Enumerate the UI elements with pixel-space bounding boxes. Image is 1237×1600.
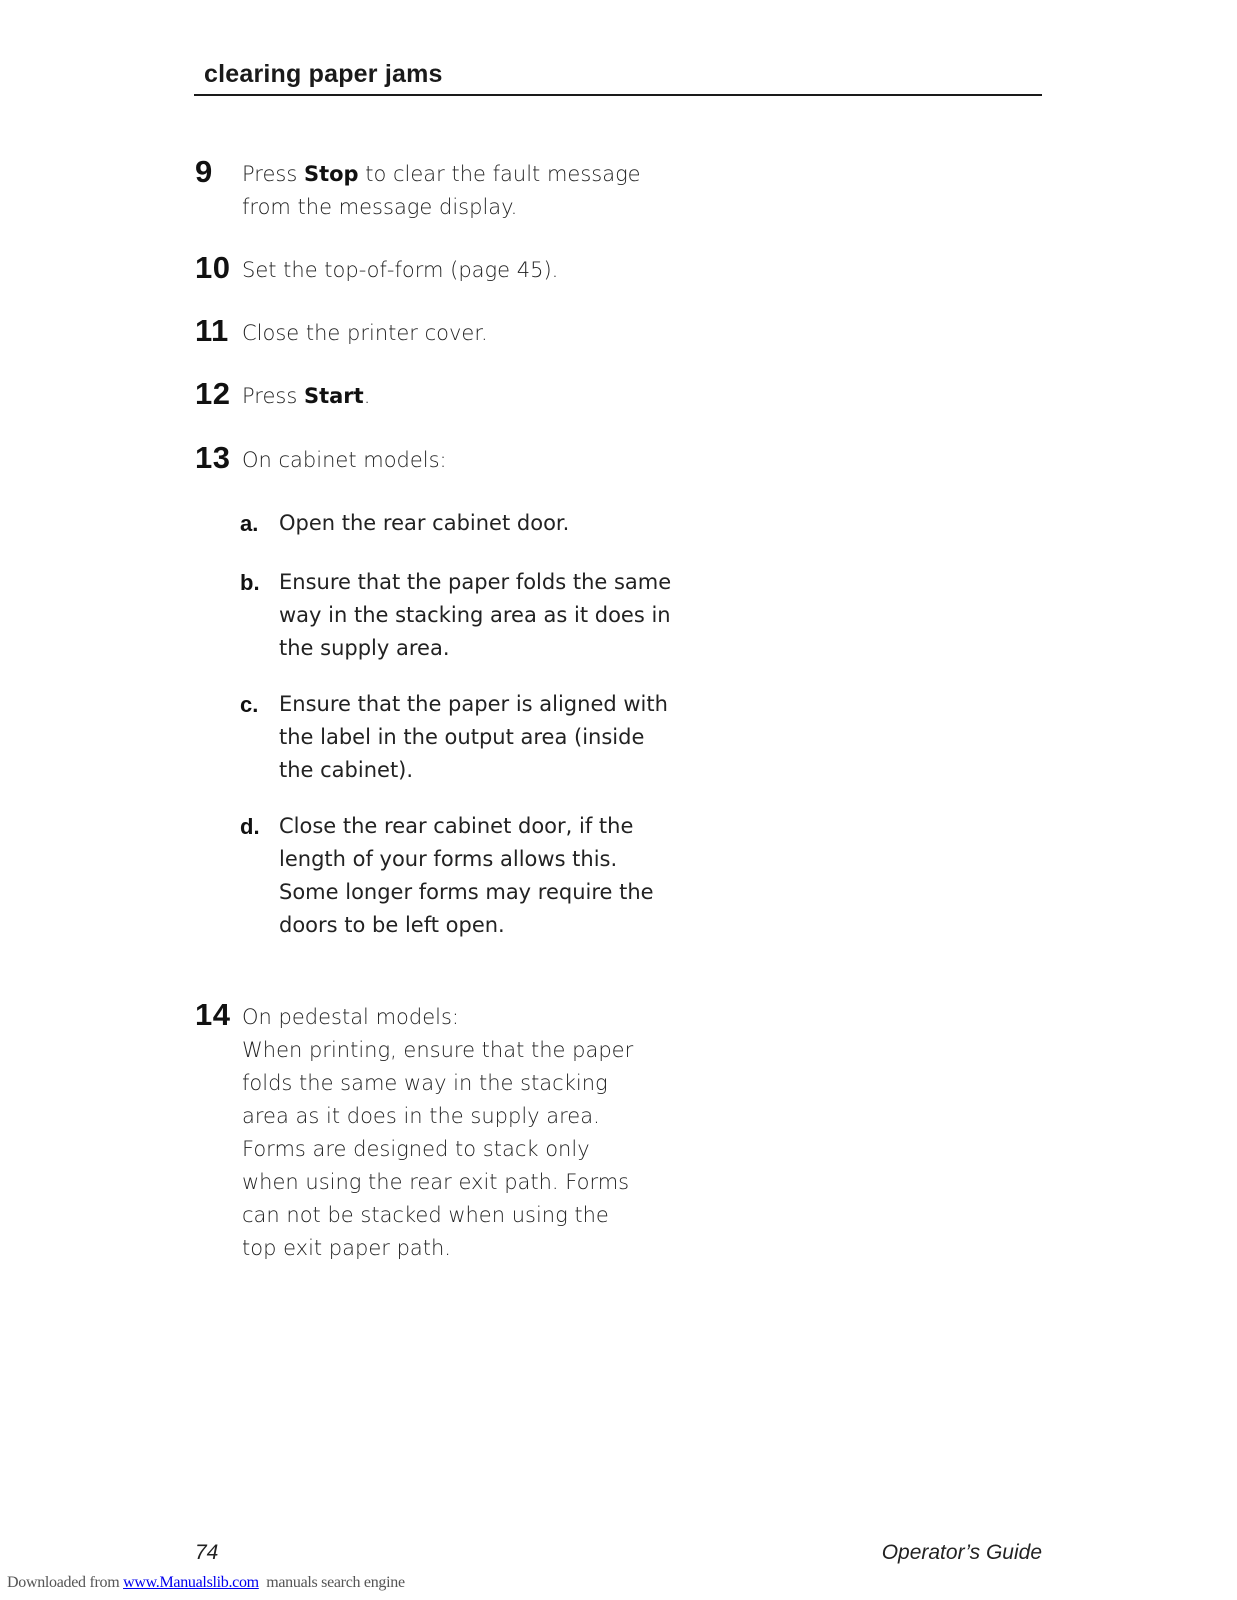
substep-text [279, 810, 699, 942]
substep-letter: a. [240, 511, 259, 536]
step-line: area as it does in the supply area. [242, 1104, 600, 1128]
substep-line: Close the rear cabinet door, if the [279, 814, 634, 838]
download-suffix: manuals search engine [258, 1574, 405, 1591]
step-line: folds the same way in the stacking [242, 1071, 608, 1095]
stop-key-label: Stop [303, 162, 359, 186]
step-number: 9 [195, 154, 213, 189]
step-text: On cabinet models: [242, 448, 447, 472]
step-number: 10 [195, 250, 231, 285]
substep-line: the supply area. [279, 636, 450, 660]
substep-text [279, 566, 699, 665]
step-line: when using the rear exit path. Forms [242, 1170, 630, 1194]
substep-line: Some longer forms may require the [279, 880, 654, 904]
substep-line: Ensure that the paper folds the same [279, 570, 672, 594]
step-line: Forms are designed to stack only [242, 1137, 590, 1161]
footer-guide-title: Operator’s Guide [881, 1541, 1042, 1564]
substep-line: the cabinet). [279, 758, 414, 782]
step-text-pre: Press [242, 384, 304, 408]
step-line: On pedestal models: [242, 1005, 459, 1029]
substep-line: doors to be left open. [279, 913, 505, 937]
step-text [242, 1001, 712, 1265]
download-note [7, 1574, 405, 1592]
step-text: Set the top-of-form (page 45). [242, 258, 559, 282]
step-line: can not be stacked when using the [242, 1203, 609, 1227]
step-line: top exit paper path. [242, 1236, 451, 1260]
page-number: 74 [195, 1541, 219, 1564]
substep-letter: c. [240, 692, 259, 717]
step-number: 12 [195, 376, 231, 411]
step-text-pre: Press [242, 162, 304, 186]
download-prefix: Downloaded from [7, 1574, 124, 1591]
start-key-label: Start [303, 384, 364, 408]
substep-line: Ensure that the paper is aligned with [279, 692, 668, 716]
page-title: clearing paper jams [204, 60, 443, 88]
substep-line: the label in the output area (inside [279, 725, 645, 749]
step-number: 11 [195, 313, 229, 348]
step-number: 14 [195, 997, 231, 1032]
substep-line: length of your forms allows this. [279, 847, 618, 871]
step-line: When printing, ensure that the paper [242, 1038, 634, 1062]
step-number: 13 [195, 440, 231, 475]
step-text [242, 380, 712, 413]
step-text-line: from the message display. [242, 195, 518, 219]
manualslib-link[interactable]: www.Manualslib.com [123, 1574, 259, 1591]
substep-line: way in the stacking area as it does in [279, 603, 671, 627]
substep-text [279, 688, 699, 787]
substep-letter: b. [240, 570, 260, 595]
step-text [242, 158, 712, 224]
substep-line: Open the rear cabinet door. [279, 511, 570, 535]
step-text: Close the printer cover. [242, 321, 488, 345]
step-text-post: to clear the fault message [358, 162, 641, 186]
page-header [194, 58, 1042, 96]
substep-letter: d. [240, 814, 260, 839]
step-text-post: . [363, 384, 371, 408]
substep-text [279, 507, 699, 540]
